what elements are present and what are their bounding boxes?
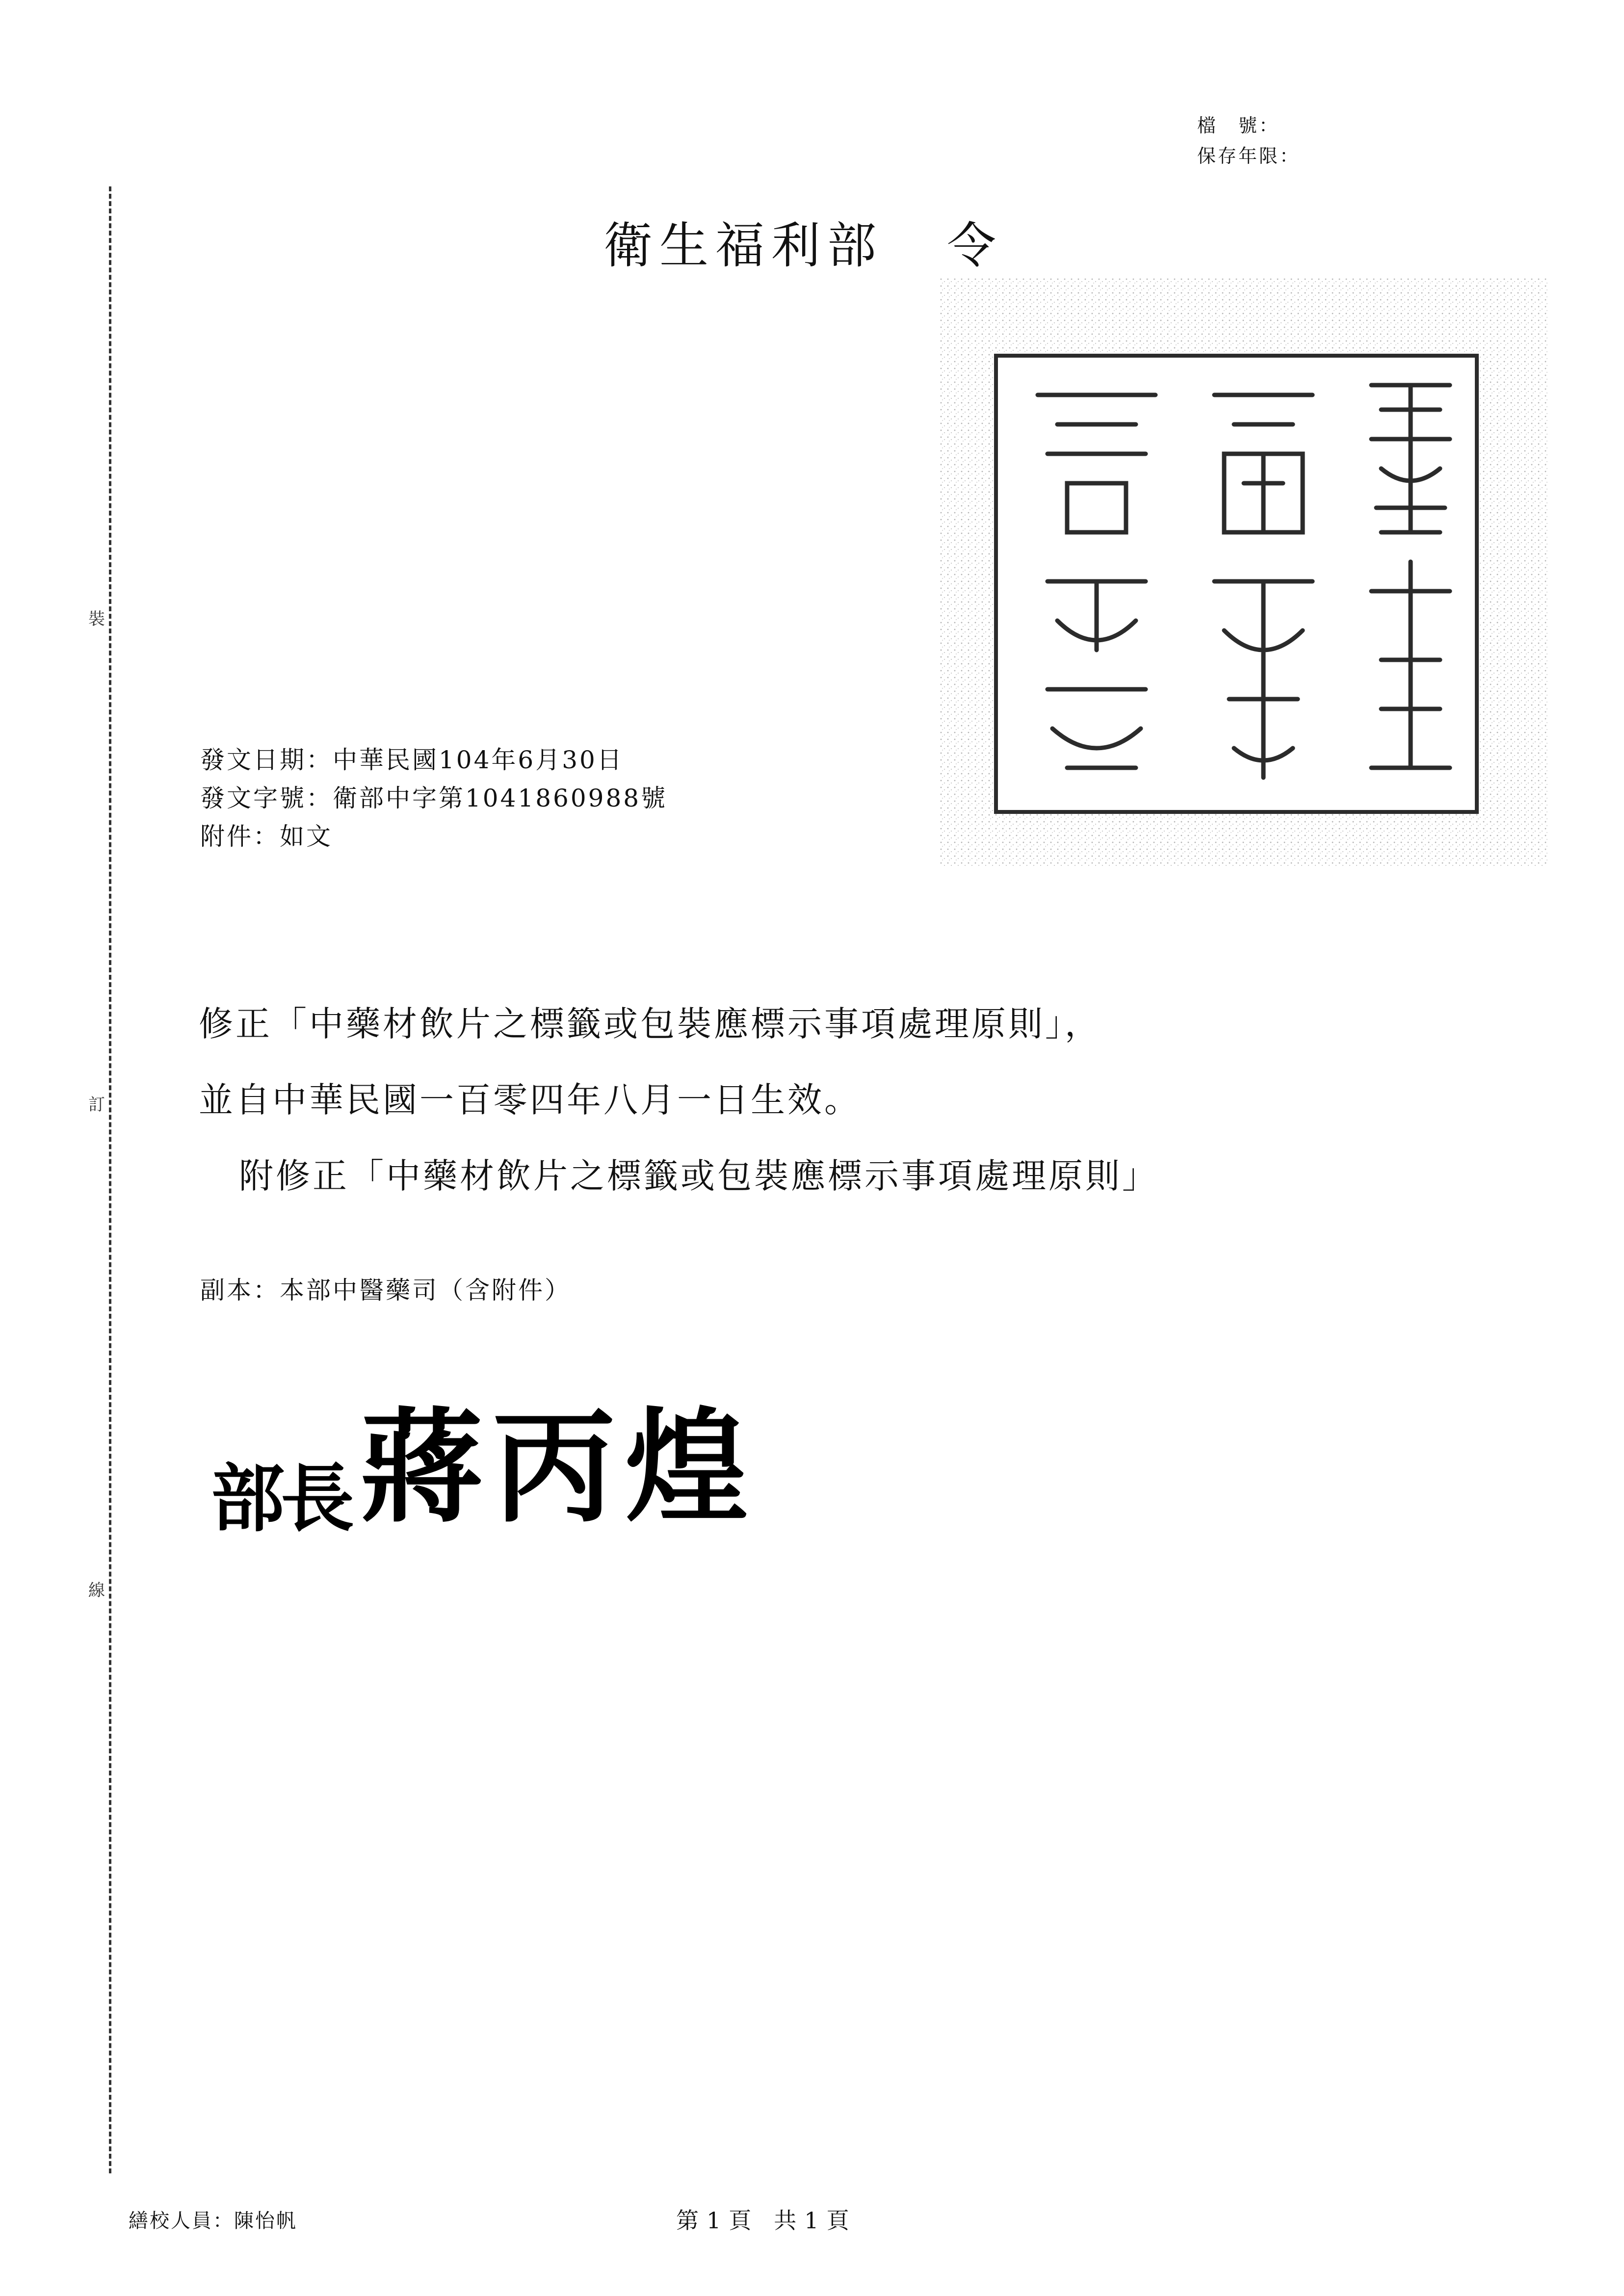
agency-name: 衛生福利部 bbox=[603, 217, 883, 274]
carbon-copy: 副本：本部中醫藥司（含附件） bbox=[200, 1276, 571, 1305]
retention-period-label: 保存年限： bbox=[1197, 145, 1301, 167]
file-meta bbox=[1197, 110, 1300, 171]
page-total: 1 bbox=[804, 2207, 819, 2234]
body-line-1: 修正「中藥材飲片之標籤或包裝應標示事項處理原則」， bbox=[199, 1004, 1101, 1044]
document-body bbox=[199, 986, 1159, 1214]
document-title bbox=[603, 206, 1003, 277]
binding-line bbox=[109, 186, 111, 2173]
page-current: 1 bbox=[707, 2207, 721, 2234]
file-number-label: 檔 號： bbox=[1197, 115, 1280, 136]
official-seal bbox=[940, 277, 1548, 866]
body-line-3: 附修正「中藥材飲片之標籤或包裝應標示事項處理原則」 bbox=[239, 1156, 1159, 1196]
binding-char-zhuang: 裝 bbox=[88, 609, 105, 629]
page-suffix: 頁 bbox=[826, 2207, 849, 2234]
signature-name: 蔣丙煌 bbox=[360, 1395, 758, 1539]
signature-rank: 部長 bbox=[211, 1456, 351, 1542]
page-number bbox=[672, 2203, 853, 2235]
issue-number: 發文字號：衛部中字第1041860988號 bbox=[200, 784, 668, 812]
page-prefix: 第 bbox=[676, 2207, 699, 2234]
body-line-2: 並自中華民國一百零四年八月一日生效。 bbox=[199, 1080, 861, 1120]
proofreader: 繕校人員：陳怡帆 bbox=[129, 2210, 297, 2232]
page-mid: 頁 共 bbox=[729, 2207, 797, 2234]
binding-char-xian: 線 bbox=[88, 1581, 105, 1600]
minister-signature bbox=[211, 1369, 758, 1545]
issuance-info bbox=[200, 741, 667, 856]
document-type: 令 bbox=[947, 217, 1003, 274]
issue-date: 發文日期：中華民國104年6月30日 bbox=[200, 746, 624, 774]
binding-char-ding: 訂 bbox=[88, 1095, 105, 1115]
attachment-note: 附件：如文 bbox=[200, 822, 333, 851]
